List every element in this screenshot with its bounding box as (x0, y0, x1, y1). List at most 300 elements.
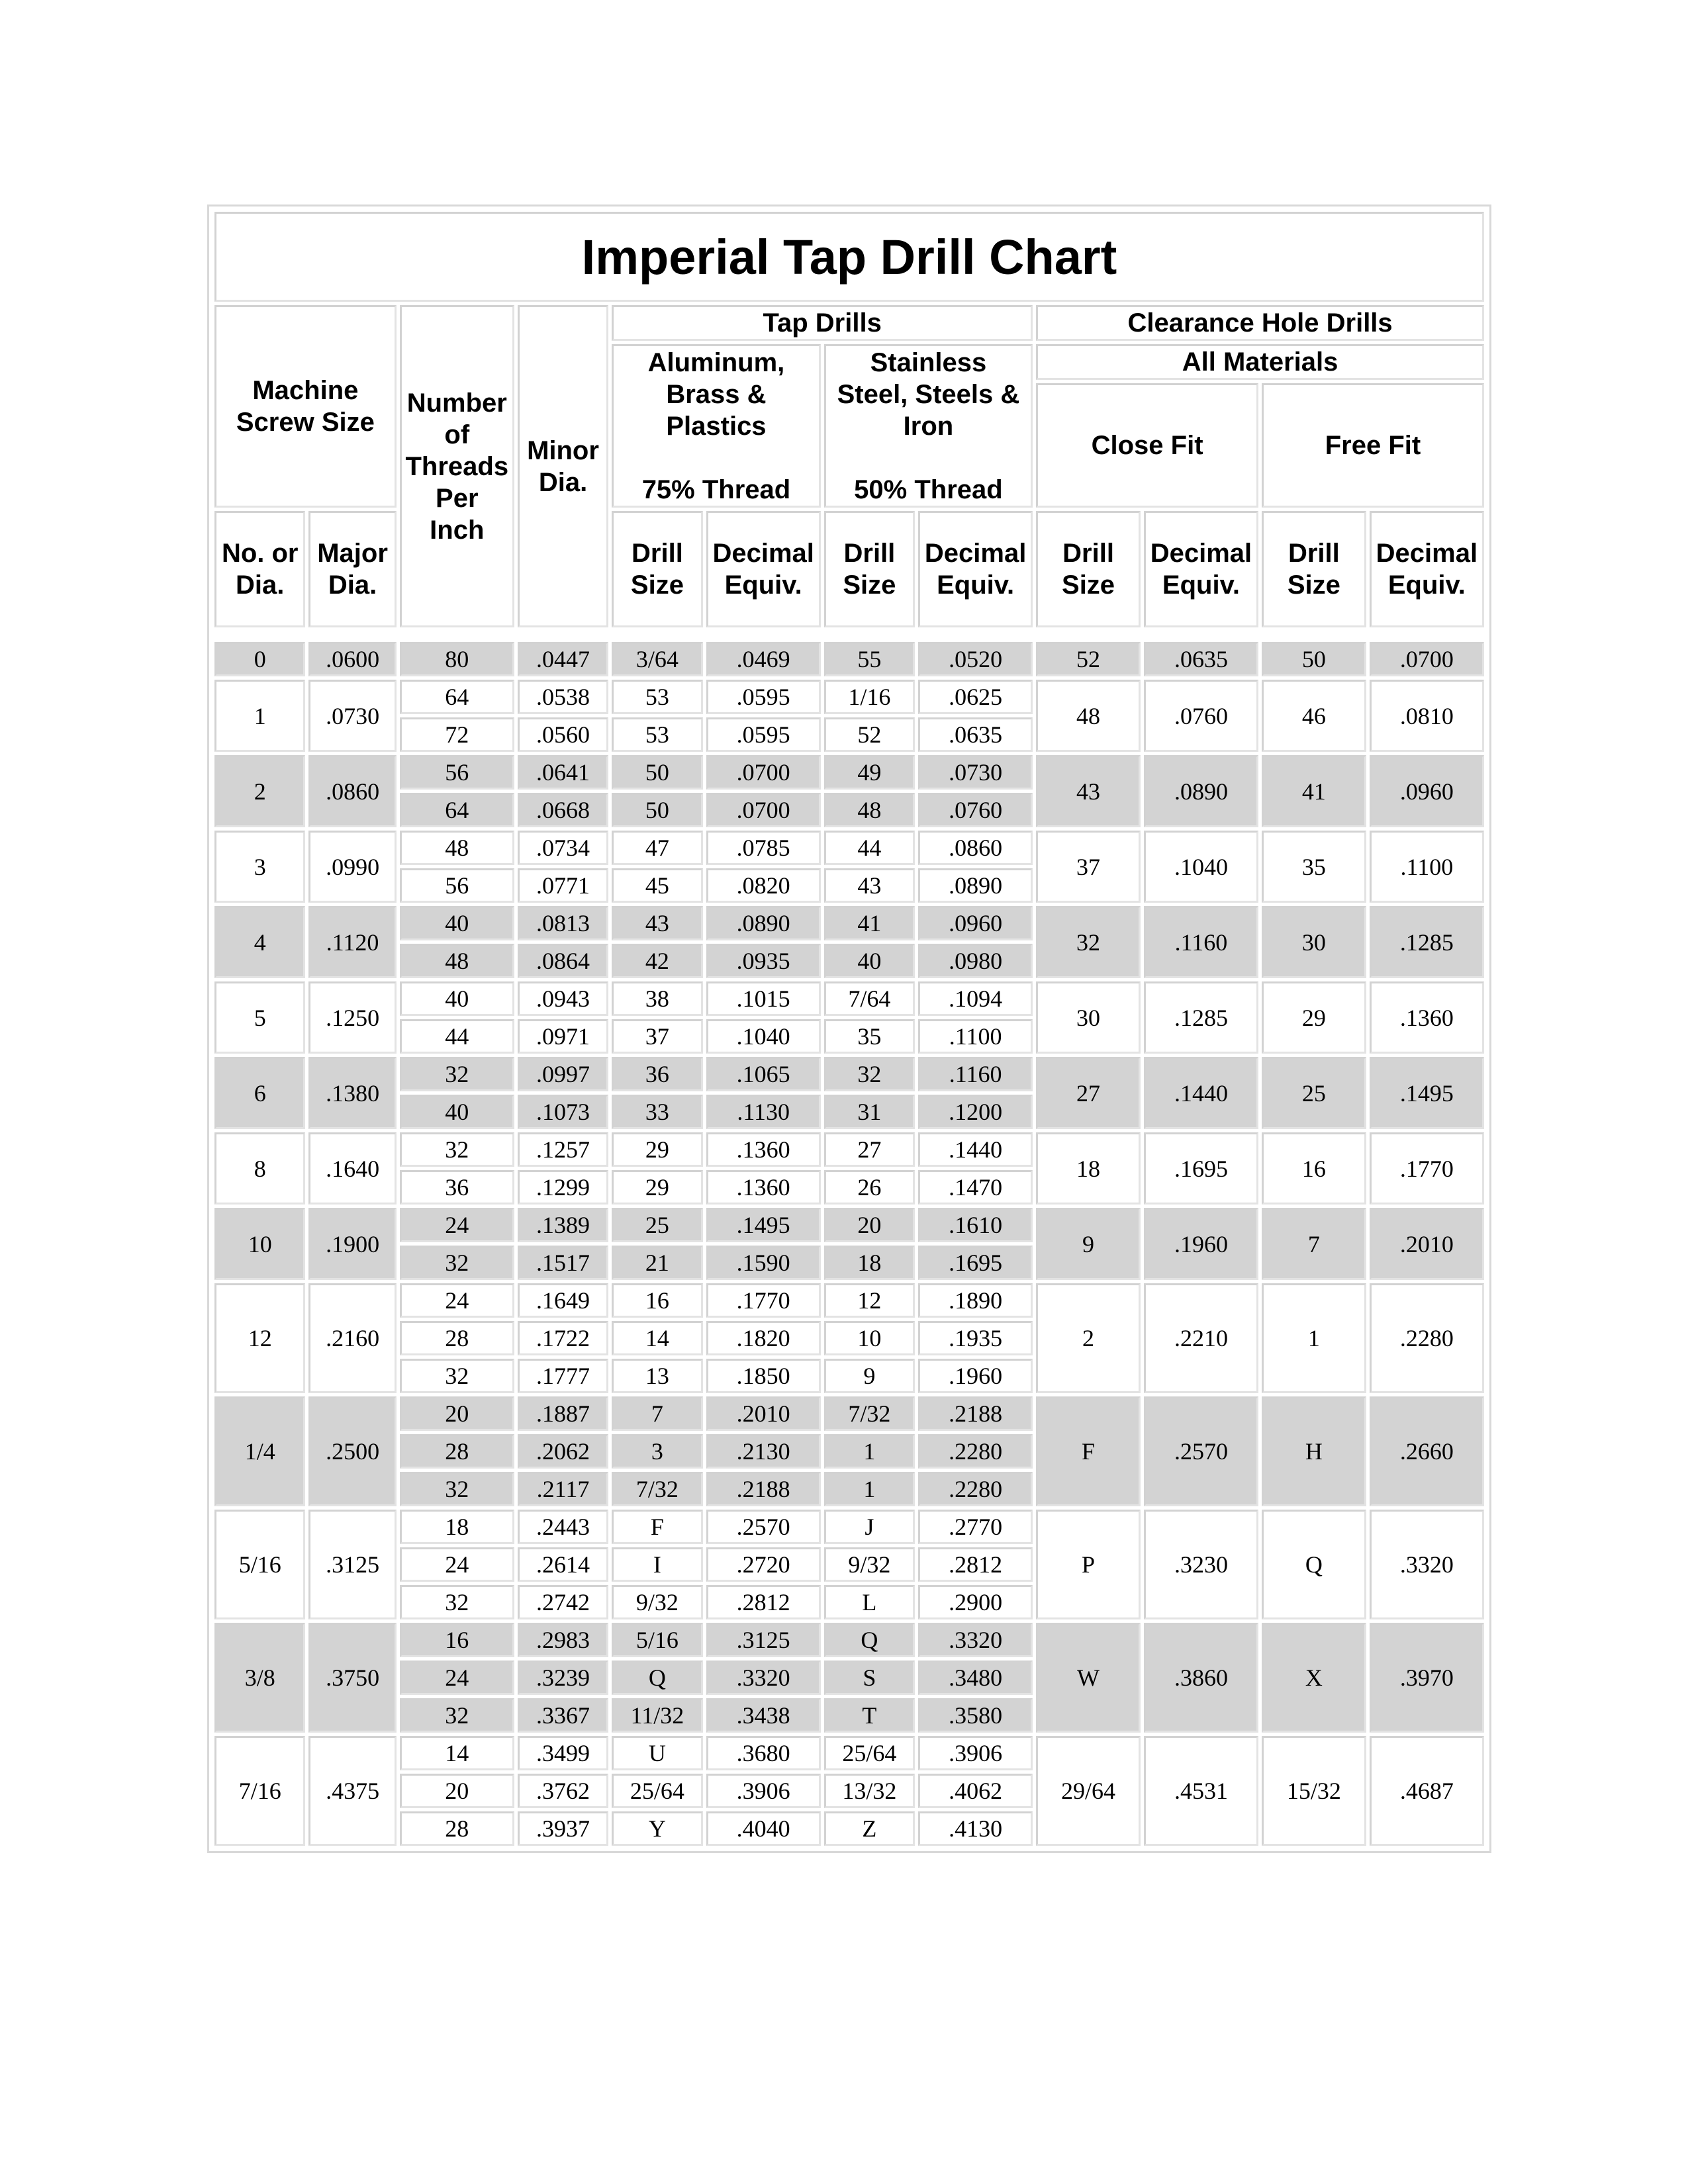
threads-per-inch-cell: 80 (400, 642, 514, 676)
close-fit-decimal-cell: .1040 (1144, 831, 1258, 903)
alum-decimal-cell: .1130 (706, 1095, 821, 1129)
major-dia-cell: .0600 (308, 642, 396, 676)
header-line: Plastics (666, 411, 767, 441)
header-line: Decimal (1376, 539, 1478, 568)
header-line: Decimal (924, 539, 1027, 568)
stainless-drill-size-cell: 48 (824, 793, 915, 827)
minor-dia-cell: .0771 (518, 868, 608, 903)
alum-drill-size-cell: 16 (612, 1283, 702, 1318)
page-title: Imperial Tap Drill Chart (214, 212, 1484, 302)
alum-decimal-cell: .2188 (706, 1472, 821, 1506)
close-fit-drill-cell: 29/64 (1036, 1736, 1141, 1846)
alum-drill-size-cell: 42 (612, 944, 702, 978)
stainless-decimal-cell: .0960 (918, 906, 1033, 940)
stainless-drill-size-cell: 55 (824, 642, 915, 676)
no-or-dia-header (214, 511, 305, 627)
stainless-decimal-cell: .2280 (918, 1434, 1033, 1469)
table-row (214, 831, 1484, 865)
major-dia-cell: .4375 (308, 1736, 396, 1846)
free-fit-decimal-cell: .2280 (1370, 1283, 1484, 1393)
major-dia-cell: .1250 (308, 981, 396, 1054)
close-fit-decimal-cell: .0760 (1144, 680, 1258, 752)
stainless-drill-size-cell: 25/64 (824, 1736, 915, 1770)
stainless-decimal-cell: .2900 (918, 1585, 1033, 1619)
header-line: Minor (527, 435, 599, 465)
free-fit-drill-cell: 46 (1262, 680, 1366, 752)
alum-decimal-cell: .3125 (706, 1623, 821, 1657)
stainless-decimal-cell: .0760 (918, 793, 1033, 827)
threads-per-inch-cell: 48 (400, 831, 514, 865)
stainless-drill-size-cell: 13/32 (824, 1774, 915, 1808)
stainless-decimal-cell: .3580 (918, 1698, 1033, 1733)
close-fit-header: Close Fit (1036, 383, 1258, 508)
threads-per-inch-cell: 36 (400, 1170, 514, 1205)
threads-per-inch-cell: 32 (400, 1585, 514, 1619)
stainless-drill-size-cell: 27 (824, 1132, 915, 1167)
threads-per-inch-cell: 56 (400, 755, 514, 790)
close-fit-decimal-cell: .0890 (1144, 755, 1258, 827)
stainless-decimal-cell: .2812 (918, 1547, 1033, 1582)
header-line: Drill (632, 539, 683, 568)
close-fit-decimal-cell: .4531 (1144, 1736, 1258, 1846)
decimal-equiv-header (706, 511, 821, 627)
threads-per-inch-cell: 16 (400, 1623, 514, 1657)
alum-decimal-cell: .3438 (706, 1698, 821, 1733)
close-fit-decimal-cell: .2210 (1144, 1283, 1258, 1393)
free-fit-header: Free Fit (1262, 383, 1484, 508)
close-fit-drill-cell: 18 (1036, 1132, 1141, 1205)
table-row (214, 906, 1484, 940)
header-line: Per (436, 483, 479, 513)
minor-dia-cell: .3499 (518, 1736, 608, 1770)
aluminum-header (612, 344, 820, 508)
header-line: Dia. (236, 570, 285, 600)
alum-drill-size-cell: 13 (612, 1359, 702, 1393)
free-fit-drill-cell: H (1262, 1396, 1366, 1506)
threads-per-inch-cell: 32 (400, 1132, 514, 1167)
drill-size-header (1036, 511, 1141, 627)
stainless-decimal-cell: .0980 (918, 944, 1033, 978)
stainless-drill-size-cell: Q (824, 1623, 915, 1657)
stainless-decimal-cell: .1100 (918, 1019, 1033, 1054)
minor-dia-cell: .3937 (518, 1811, 608, 1846)
minor-dia-cell: .0560 (518, 717, 608, 752)
stainless-drill-size-cell: 32 (824, 1057, 915, 1091)
alum-decimal-cell: .1590 (706, 1246, 821, 1280)
threads-per-inch-cell: 44 (400, 1019, 514, 1054)
major-dia-cell: .1380 (308, 1057, 396, 1129)
header-line: Equiv. (724, 570, 802, 600)
minor-dia-cell: .1073 (518, 1095, 608, 1129)
close-fit-drill-cell: 37 (1036, 831, 1141, 903)
stainless-decimal-cell: .2280 (918, 1472, 1033, 1506)
major-dia-cell: .1640 (308, 1132, 396, 1205)
header-line: of (444, 420, 470, 449)
decimal-equiv-header (1144, 511, 1258, 627)
threads-per-inch-cell: 48 (400, 944, 514, 978)
threads-per-inch-cell: 32 (400, 1359, 514, 1393)
threads-per-inch-cell: 40 (400, 906, 514, 940)
stainless-drill-size-cell: Z (824, 1811, 915, 1846)
table-row (214, 1623, 1484, 1657)
header-line: Number (406, 388, 507, 418)
header-line: Drill (1062, 539, 1114, 568)
screw-size-cell: 2 (214, 755, 305, 827)
close-fit-decimal-cell: .0635 (1144, 642, 1258, 676)
close-fit-drill-cell: 30 (1036, 981, 1141, 1054)
threads-per-inch-cell: 24 (400, 1283, 514, 1318)
threads-per-inch-cell: 28 (400, 1321, 514, 1355)
clearance-hole-drills-header: Clearance Hole Drills (1036, 305, 1484, 341)
stainless-decimal-cell: .3480 (918, 1661, 1033, 1695)
screw-size-cell: 10 (214, 1208, 305, 1280)
close-fit-decimal-cell: .1960 (1144, 1208, 1258, 1280)
alum-drill-size-cell: 29 (612, 1170, 702, 1205)
alum-drill-size-cell: 50 (612, 793, 702, 827)
minor-dia-cell: .1722 (518, 1321, 608, 1355)
table-row (214, 981, 1484, 1016)
stainless-decimal-cell: .1610 (918, 1208, 1033, 1242)
stainless-decimal-cell: .1440 (918, 1132, 1033, 1167)
header-line: Iron (903, 411, 954, 441)
close-fit-decimal-cell: .3230 (1144, 1510, 1258, 1619)
header-line: Decimal (1150, 539, 1252, 568)
threads-per-inch-cell: 28 (400, 1811, 514, 1846)
threads-per-inch-cell: 32 (400, 1472, 514, 1506)
tap-drill-table (211, 208, 1487, 1849)
major-dia-cell: .3750 (308, 1623, 396, 1733)
threads-per-inch-cell: 72 (400, 717, 514, 752)
close-fit-decimal-cell: .2570 (1144, 1396, 1258, 1506)
minor-dia-cell: .3367 (518, 1698, 608, 1733)
free-fit-drill-cell: 35 (1262, 831, 1366, 903)
free-fit-drill-cell: 25 (1262, 1057, 1366, 1129)
free-fit-drill-cell: 16 (1262, 1132, 1366, 1205)
stainless-decimal-cell: .2770 (918, 1510, 1033, 1544)
drill-size-header (612, 511, 702, 627)
major-dia-header (308, 511, 396, 627)
threads-per-inch-cell: 40 (400, 1095, 514, 1129)
minor-dia-cell: .2443 (518, 1510, 608, 1544)
close-fit-drill-cell: 32 (1036, 906, 1141, 978)
threads-per-inch-cell: 64 (400, 793, 514, 827)
screw-size-cell: 5 (214, 981, 305, 1054)
stainless-decimal-cell: .1890 (918, 1283, 1033, 1318)
stainless-decimal-cell: .1695 (918, 1246, 1033, 1280)
header-line: Size (1287, 570, 1340, 600)
stainless-decimal-cell: .1160 (918, 1057, 1033, 1091)
minor-dia-cell: .1389 (518, 1208, 608, 1242)
close-fit-drill-cell: W (1036, 1623, 1141, 1733)
major-dia-cell: .0990 (308, 831, 396, 903)
table-row (214, 680, 1484, 714)
tap-drills-header: Tap Drills (612, 305, 1033, 341)
alum-decimal-cell: .1495 (706, 1208, 821, 1242)
alum-decimal-cell: .3680 (706, 1736, 821, 1770)
minor-dia-header (518, 305, 608, 627)
close-fit-decimal-cell: .1695 (1144, 1132, 1258, 1205)
stainless-drill-size-cell: S (824, 1661, 915, 1695)
header-line: Major (317, 539, 388, 568)
screw-size-cell: 3 (214, 831, 305, 903)
table-row (214, 642, 1484, 676)
free-fit-drill-cell: 41 (1262, 755, 1366, 827)
alum-decimal-cell: .0700 (706, 793, 821, 827)
threads-per-inch-cell: 24 (400, 1547, 514, 1582)
header-line: Screw Size (236, 408, 375, 437)
stainless-drill-size-cell: 9 (824, 1359, 915, 1393)
tap-drill-chart (207, 205, 1491, 1853)
drill-size-header (1262, 511, 1366, 627)
alum-drill-size-cell: 21 (612, 1246, 702, 1280)
major-dia-cell: .1900 (308, 1208, 396, 1280)
close-fit-drill-cell: 9 (1036, 1208, 1141, 1280)
close-fit-drill-cell: 43 (1036, 755, 1141, 827)
alum-decimal-cell: .1040 (706, 1019, 821, 1054)
free-fit-decimal-cell: .1360 (1370, 981, 1484, 1054)
close-fit-decimal-cell: .3860 (1144, 1623, 1258, 1733)
free-fit-decimal-cell: .3320 (1370, 1510, 1484, 1619)
header-line: Equiv. (1162, 570, 1240, 600)
close-fit-drill-cell: 27 (1036, 1057, 1141, 1129)
alum-drill-size-cell: 53 (612, 717, 702, 752)
stainless-decimal-cell: .1094 (918, 981, 1033, 1016)
alum-decimal-cell: .1850 (706, 1359, 821, 1393)
stainless-drill-size-cell: 43 (824, 868, 915, 903)
free-fit-decimal-cell: .1285 (1370, 906, 1484, 978)
stainless-decimal-cell: .3906 (918, 1736, 1033, 1770)
screw-size-cell: 12 (214, 1283, 305, 1393)
stainless-drill-size-cell: 41 (824, 906, 915, 940)
stainless-drill-size-cell: 18 (824, 1246, 915, 1280)
alum-decimal-cell: .3906 (706, 1774, 821, 1808)
header-line: Size (843, 570, 896, 600)
threads-per-inch-cell: 24 (400, 1208, 514, 1242)
stainless-drill-size-cell: 44 (824, 831, 915, 865)
free-fit-decimal-cell: .0960 (1370, 755, 1484, 827)
major-dia-cell: .0730 (308, 680, 396, 752)
free-fit-decimal-cell: .2660 (1370, 1396, 1484, 1506)
threads-per-inch-cell: 32 (400, 1698, 514, 1733)
alum-drill-size-cell: 25 (612, 1208, 702, 1242)
alum-decimal-cell: .0700 (706, 755, 821, 790)
free-fit-drill-cell: 30 (1262, 906, 1366, 978)
minor-dia-cell: .0943 (518, 981, 608, 1016)
header-line: Equiv. (937, 570, 1015, 600)
stainless-drill-size-cell: 9/32 (824, 1547, 915, 1582)
stainless-decimal-cell: .0635 (918, 717, 1033, 752)
free-fit-decimal-cell: .2010 (1370, 1208, 1484, 1280)
decimal-equiv-header (1370, 511, 1484, 627)
threads-per-inch-cell: 40 (400, 981, 514, 1016)
minor-dia-cell: .1649 (518, 1283, 608, 1318)
alum-decimal-cell: .1065 (706, 1057, 821, 1091)
minor-dia-cell: .0813 (518, 906, 608, 940)
stainless-decimal-cell: .0860 (918, 831, 1033, 865)
alum-decimal-cell: .2130 (706, 1434, 821, 1469)
decimal-equiv-header (918, 511, 1033, 627)
free-fit-drill-cell: 7 (1262, 1208, 1366, 1280)
stainless-drill-size-cell: 35 (824, 1019, 915, 1054)
threads-per-inch-cell: 64 (400, 680, 514, 714)
minor-dia-cell: .2742 (518, 1585, 608, 1619)
major-dia-cell: .2500 (308, 1396, 396, 1506)
alum-decimal-cell: .0890 (706, 906, 821, 940)
free-fit-decimal-cell: .1100 (1370, 831, 1484, 903)
stainless-drill-size-cell: 1 (824, 1472, 915, 1506)
stainless-decimal-cell: .3320 (918, 1623, 1033, 1657)
stainless-drill-size-cell: 10 (824, 1321, 915, 1355)
minor-dia-cell: .0997 (518, 1057, 608, 1091)
alum-drill-size-cell: 43 (612, 906, 702, 940)
alum-drill-size-cell: 37 (612, 1019, 702, 1054)
alum-decimal-cell: .1360 (706, 1170, 821, 1205)
stainless-drill-size-cell: T (824, 1698, 915, 1733)
alum-drill-size-cell: Q (612, 1661, 702, 1695)
alum-drill-size-cell: 11/32 (612, 1698, 702, 1733)
free-fit-decimal-cell: .1770 (1370, 1132, 1484, 1205)
header-line: No. or (221, 539, 299, 568)
minor-dia-cell: .0864 (518, 944, 608, 978)
minor-dia-cell: .3762 (518, 1774, 608, 1808)
close-fit-drill-cell: 52 (1036, 642, 1141, 676)
alum-decimal-cell: .0595 (706, 717, 821, 752)
alum-decimal-cell: .1360 (706, 1132, 821, 1167)
stainless-decimal-cell: .1935 (918, 1321, 1033, 1355)
stainless-drill-size-cell: 7/32 (824, 1396, 915, 1431)
table-row (214, 1057, 1484, 1091)
header-line: Drill (843, 539, 896, 568)
free-fit-drill-cell: 50 (1262, 642, 1366, 676)
alum-drill-size-cell: 53 (612, 680, 702, 714)
alum-drill-size-cell: 29 (612, 1132, 702, 1167)
close-fit-drill-cell: F (1036, 1396, 1141, 1506)
minor-dia-cell: .1777 (518, 1359, 608, 1393)
header-line: Dia. (328, 570, 377, 600)
major-dia-cell: .2160 (308, 1283, 396, 1393)
alum-drill-size-cell: 3/64 (612, 642, 702, 676)
drill-size-header (824, 511, 915, 627)
stainless-drill-size-cell: 52 (824, 717, 915, 752)
header-line: Threads (405, 451, 509, 481)
screw-size-cell: 5/16 (214, 1510, 305, 1619)
close-fit-decimal-cell: .1440 (1144, 1057, 1258, 1129)
screw-size-cell: 0 (214, 642, 305, 676)
free-fit-decimal-cell: .1495 (1370, 1057, 1484, 1129)
stainless-drill-size-cell: 40 (824, 944, 915, 978)
free-fit-drill-cell: 15/32 (1262, 1736, 1366, 1846)
alum-decimal-cell: .2570 (706, 1510, 821, 1544)
stainless-drill-size-cell: 12 (824, 1283, 915, 1318)
stainless-drill-size-cell: J (824, 1510, 915, 1544)
alum-drill-size-cell: 25/64 (612, 1774, 702, 1808)
major-dia-cell: .0860 (308, 755, 396, 827)
stainless-drill-size-cell: 1/16 (824, 680, 915, 714)
alum-decimal-cell: .0595 (706, 680, 821, 714)
minor-dia-cell: .0641 (518, 755, 608, 790)
threads-per-inch-cell: 24 (400, 1661, 514, 1695)
alum-drill-size-cell: 9/32 (612, 1585, 702, 1619)
stainless-drill-size-cell: 7/64 (824, 981, 915, 1016)
stainless-decimal-cell: .4062 (918, 1774, 1033, 1808)
table-row (214, 1396, 1484, 1431)
threads-per-inch-cell: 20 (400, 1774, 514, 1808)
screw-size-cell: 3/8 (214, 1623, 305, 1733)
stainless-drill-size-cell: 26 (824, 1170, 915, 1205)
alum-decimal-cell: .3320 (706, 1661, 821, 1695)
threads-per-inch-header (400, 305, 514, 627)
header-line: Equiv. (1387, 570, 1466, 600)
alum-decimal-cell: .0469 (706, 642, 821, 676)
free-fit-decimal-cell: .4687 (1370, 1736, 1484, 1846)
screw-size-cell: 1 (214, 680, 305, 752)
machine-screw-size-header (214, 305, 397, 508)
table-row (214, 1510, 1484, 1544)
minor-dia-cell: .2062 (518, 1434, 608, 1469)
alum-decimal-cell: .1820 (706, 1321, 821, 1355)
minor-dia-cell: .2614 (518, 1547, 608, 1582)
alum-decimal-cell: .0935 (706, 944, 821, 978)
minor-dia-cell: .2983 (518, 1623, 608, 1657)
header-line: Size (630, 570, 684, 600)
header-line: Decimal (712, 539, 814, 568)
threads-per-inch-cell: 18 (400, 1510, 514, 1544)
screw-size-cell: 7/16 (214, 1736, 305, 1846)
header-line: Brass & (666, 379, 767, 409)
threads-per-inch-cell: 20 (400, 1396, 514, 1431)
stainless-thread-label: 50% Thread (854, 475, 1003, 504)
screw-size-cell: 6 (214, 1057, 305, 1129)
alum-decimal-cell: .0785 (706, 831, 821, 865)
minor-dia-cell: .1887 (518, 1396, 608, 1431)
minor-dia-cell: .0971 (518, 1019, 608, 1054)
alum-drill-size-cell: 33 (612, 1095, 702, 1129)
stainless-decimal-cell: .0890 (918, 868, 1033, 903)
stainless-drill-size-cell: 31 (824, 1095, 915, 1129)
table-row (214, 1208, 1484, 1242)
close-fit-drill-cell: 2 (1036, 1283, 1141, 1393)
minor-dia-cell: .3239 (518, 1661, 608, 1695)
free-fit-decimal-cell: .0810 (1370, 680, 1484, 752)
alum-drill-size-cell: 36 (612, 1057, 702, 1091)
stainless-decimal-cell: .1200 (918, 1095, 1033, 1129)
minor-dia-cell: .2117 (518, 1472, 608, 1506)
free-fit-drill-cell: X (1262, 1623, 1366, 1733)
alum-drill-size-cell: I (612, 1547, 702, 1582)
stainless-decimal-cell: .1960 (918, 1359, 1033, 1393)
alum-drill-size-cell: 5/16 (612, 1623, 702, 1657)
stainless-drill-size-cell: 20 (824, 1208, 915, 1242)
alum-decimal-cell: .2812 (706, 1585, 821, 1619)
alum-decimal-cell: .2720 (706, 1547, 821, 1582)
alum-drill-size-cell: 3 (612, 1434, 702, 1469)
free-fit-drill-cell: 1 (1262, 1283, 1366, 1393)
threads-per-inch-cell: 32 (400, 1057, 514, 1091)
free-fit-decimal-cell: .3970 (1370, 1623, 1484, 1733)
table-row (214, 1132, 1484, 1167)
stainless-drill-size-cell: 1 (824, 1434, 915, 1469)
free-fit-decimal-cell: .0700 (1370, 642, 1484, 676)
alum-decimal-cell: .1770 (706, 1283, 821, 1318)
minor-dia-cell: .0668 (518, 793, 608, 827)
all-materials-header: All Materials (1036, 344, 1484, 380)
header-line: Aluminum, (647, 347, 785, 377)
minor-dia-cell: .1299 (518, 1170, 608, 1205)
header-line: Dia. (538, 467, 588, 497)
header-line: Size (1062, 570, 1115, 600)
close-fit-decimal-cell: .1160 (1144, 906, 1258, 978)
alum-drill-size-cell: Y (612, 1811, 702, 1846)
